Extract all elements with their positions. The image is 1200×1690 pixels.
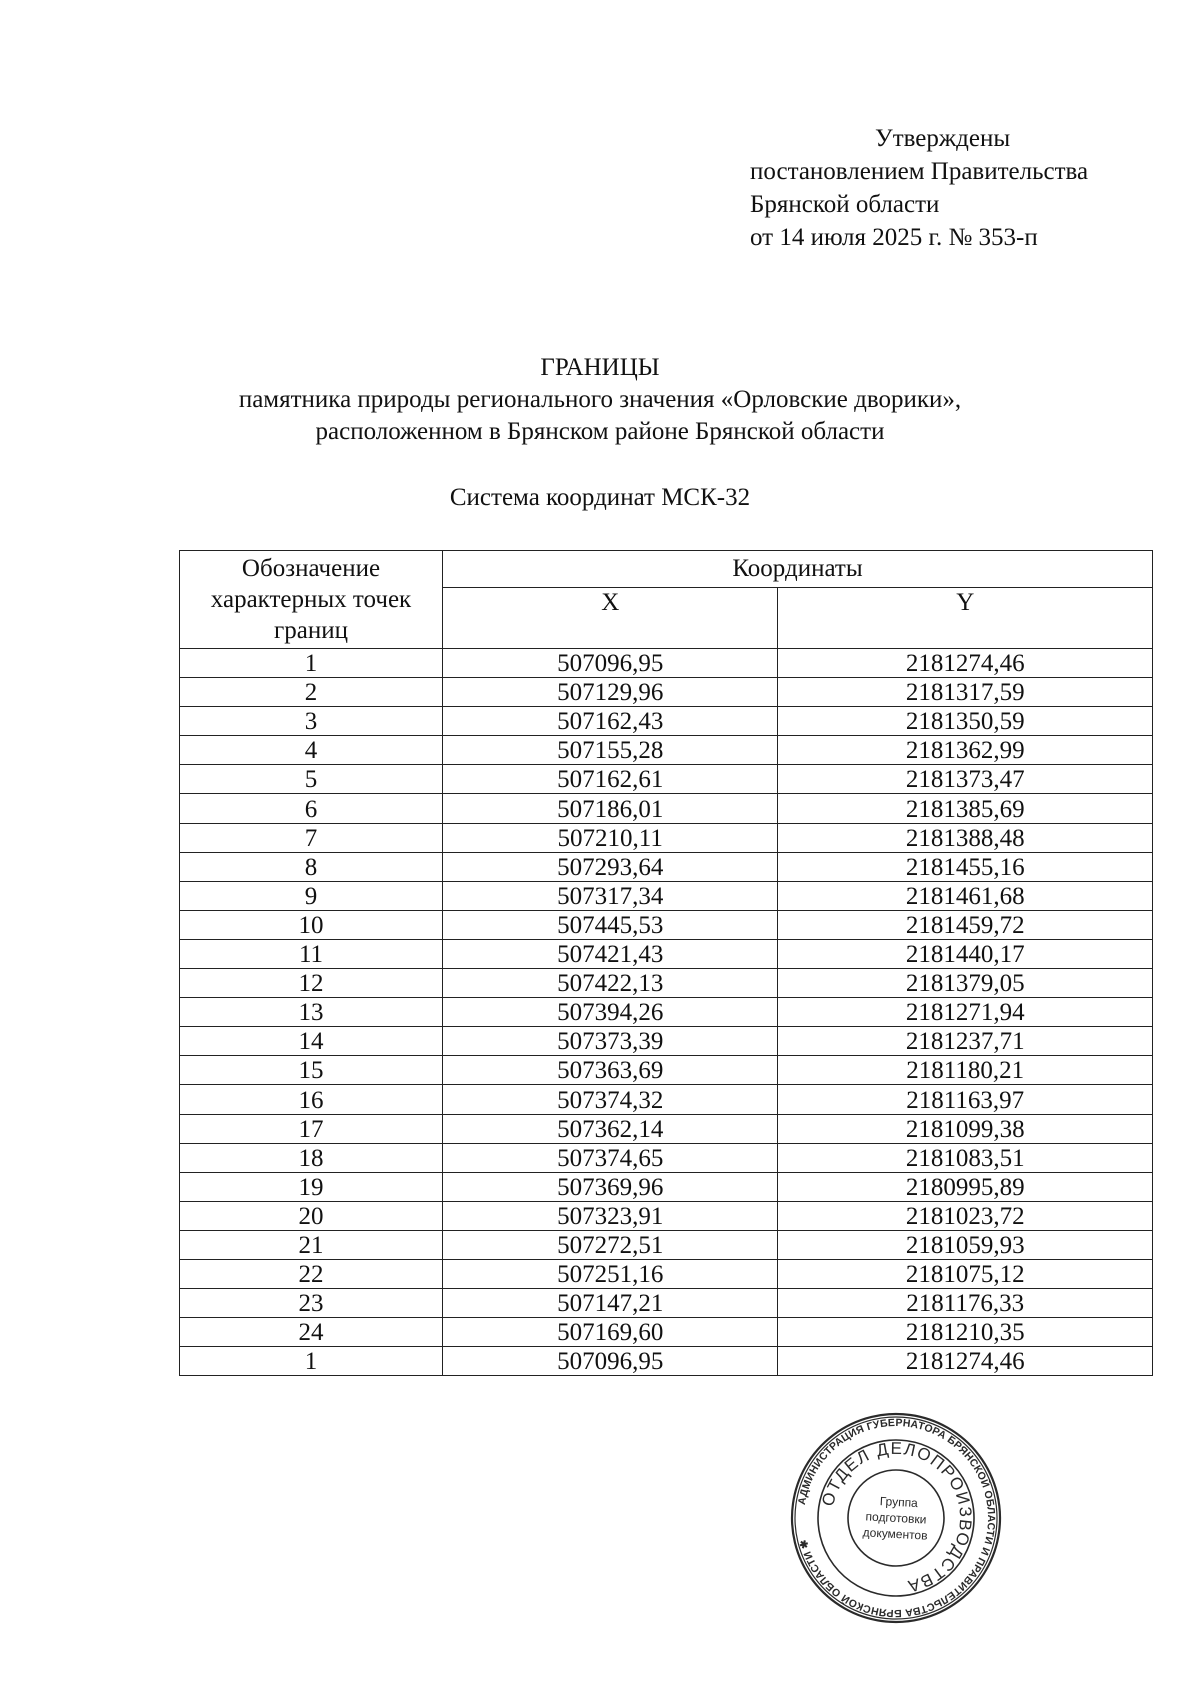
y-coordinate-cell: 2181099,38 (778, 1114, 1153, 1143)
x-coordinate-cell: 507362,14 (443, 1114, 778, 1143)
seal-center-line: подготовки (865, 1509, 927, 1527)
y-coordinate-cell: 2181059,93 (778, 1230, 1153, 1259)
y-coordinate-cell: 2181274,46 (778, 1347, 1153, 1376)
x-coordinate-cell: 507363,69 (443, 1056, 778, 1085)
y-coordinate-cell: 2181180,21 (778, 1056, 1153, 1085)
table-row (180, 1143, 1153, 1172)
table-row (180, 969, 1153, 998)
point-number-cell: 14 (180, 1027, 443, 1056)
document-title (0, 352, 1200, 448)
x-coordinate-cell: 507445,53 (443, 910, 778, 939)
table-row (180, 707, 1153, 736)
x-coordinate-cell: 507323,91 (443, 1201, 778, 1230)
point-number-cell: 1 (180, 649, 443, 678)
x-coordinate-cell: 507162,43 (443, 707, 778, 736)
point-number-cell: 4 (180, 736, 443, 765)
table-row (180, 1347, 1153, 1376)
header-coordinates: Координаты (443, 551, 1153, 588)
y-coordinate-cell: 2181350,59 (778, 707, 1153, 736)
table-row (180, 1085, 1153, 1114)
point-number-cell: 3 (180, 707, 443, 736)
table-body (180, 649, 1153, 1376)
point-number-cell: 24 (180, 1318, 443, 1347)
title-line: расположенном в Брянском районе Брянской области (315, 418, 885, 445)
coordinates-table (179, 550, 1153, 1376)
x-coordinate-cell: 507186,01 (443, 794, 778, 823)
y-coordinate-cell: 2181271,94 (778, 998, 1153, 1027)
y-coordinate-cell: 2181440,17 (778, 939, 1153, 968)
x-coordinate-cell: 507374,65 (443, 1143, 778, 1172)
table-row (180, 823, 1153, 852)
table-row (180, 1172, 1153, 1201)
y-coordinate-cell: 2181075,12 (778, 1259, 1153, 1288)
point-number-cell: 17 (180, 1114, 443, 1143)
x-coordinate-cell: 507317,34 (443, 881, 778, 910)
x-coordinate-cell: 507394,26 (443, 998, 778, 1027)
x-coordinate-cell: 507373,39 (443, 1027, 778, 1056)
x-coordinate-cell: 507169,60 (443, 1318, 778, 1347)
table-row (180, 881, 1153, 910)
y-coordinate-cell: 2181083,51 (778, 1143, 1153, 1172)
header-point-designation: Обозначение характерных точек границ (180, 551, 443, 649)
y-coordinate-cell: 2181317,59 (778, 678, 1153, 707)
y-coordinate-cell: 2181163,97 (778, 1085, 1153, 1114)
table-row (180, 1201, 1153, 1230)
table-row (180, 1289, 1153, 1318)
seal-center-line: документов (862, 1525, 928, 1543)
table-row (180, 736, 1153, 765)
table-row (180, 1259, 1153, 1288)
table-row (180, 1027, 1153, 1056)
point-number-cell: 19 (180, 1172, 443, 1201)
table-row (180, 1056, 1153, 1085)
x-coordinate-cell: 507374,32 (443, 1085, 778, 1114)
x-coordinate-cell: 507147,21 (443, 1289, 778, 1318)
x-coordinate-cell: 507096,95 (443, 1347, 778, 1376)
approval-date-number: от 14 июля 2025 г. № 353-п (750, 224, 1038, 251)
y-coordinate-cell: 2181176,33 (778, 1289, 1153, 1318)
y-coordinate-cell: 2181388,48 (778, 823, 1153, 852)
approval-line: Утверждены (875, 125, 1011, 152)
y-coordinate-cell: 2181455,16 (778, 852, 1153, 881)
point-number-cell: 23 (180, 1289, 443, 1318)
approval-line: Брянской области (750, 191, 940, 218)
header-y: Y (778, 588, 1153, 649)
title-line: памятника природы регионального значения «Орловские дворики», (238, 386, 962, 413)
y-coordinate-cell: 2181237,71 (778, 1027, 1153, 1056)
seal-outer-text: АДМИНИСТРАЦИЯ ГУБЕРНАТОРА БРЯНСКОЙ ОБЛАСТИ И ПРАВИТЕЛЬСТВА БРЯНСКОЙ ОБЛАСТИ ✱ (795, 1416, 998, 1620)
point-number-cell: 8 (180, 852, 443, 881)
table-row (180, 852, 1153, 881)
point-number-cell: 7 (180, 823, 443, 852)
official-seal (790, 1412, 1002, 1624)
table-row (180, 678, 1153, 707)
y-coordinate-cell: 2181379,05 (778, 969, 1153, 998)
point-number-cell: 15 (180, 1056, 443, 1085)
point-number-cell: 10 (180, 910, 443, 939)
point-number-cell: 12 (180, 969, 443, 998)
table-row (180, 910, 1153, 939)
table-row (180, 794, 1153, 823)
point-number-cell: 9 (180, 881, 443, 910)
y-coordinate-cell: 2181459,72 (778, 910, 1153, 939)
x-coordinate-cell: 507293,64 (443, 852, 778, 881)
point-number-cell: 16 (180, 1085, 443, 1114)
point-number-cell: 13 (180, 998, 443, 1027)
seal-middle-text: ОТДЕЛ ДЕЛОПРОИЗВОДСТВА (818, 1438, 976, 1597)
table-row (180, 939, 1153, 968)
point-number-cell: 20 (180, 1201, 443, 1230)
point-number-cell: 6 (180, 794, 443, 823)
x-coordinate-cell: 507129,96 (443, 678, 778, 707)
x-coordinate-cell: 507162,61 (443, 765, 778, 794)
y-coordinate-cell: 2181023,72 (778, 1201, 1153, 1230)
table-row (180, 998, 1153, 1027)
point-number-cell: 1 (180, 1347, 443, 1376)
x-coordinate-cell: 507251,16 (443, 1259, 778, 1288)
y-coordinate-cell: 2181362,99 (778, 736, 1153, 765)
x-coordinate-cell: 507369,96 (443, 1172, 778, 1201)
approval-block (750, 122, 1088, 254)
table-row (180, 1318, 1153, 1347)
seal-center-line: Группа (879, 1494, 919, 1511)
table-row (180, 649, 1153, 678)
x-coordinate-cell: 507096,95 (443, 649, 778, 678)
y-coordinate-cell: 2180995,89 (778, 1172, 1153, 1201)
x-coordinate-cell: 507272,51 (443, 1230, 778, 1259)
x-coordinate-cell: 507422,13 (443, 969, 778, 998)
y-coordinate-cell: 2181461,68 (778, 881, 1153, 910)
point-number-cell: 22 (180, 1259, 443, 1288)
y-coordinate-cell: 2181274,46 (778, 649, 1153, 678)
x-coordinate-cell: 507155,28 (443, 736, 778, 765)
y-coordinate-cell: 2181385,69 (778, 794, 1153, 823)
x-coordinate-cell: 507210,11 (443, 823, 778, 852)
point-number-cell: 11 (180, 939, 443, 968)
point-number-cell: 18 (180, 1143, 443, 1172)
point-number-cell: 5 (180, 765, 443, 794)
y-coordinate-cell: 2181210,35 (778, 1318, 1153, 1347)
table-row (180, 1114, 1153, 1143)
title-heading: ГРАНИЦЫ (540, 354, 660, 381)
y-coordinate-cell: 2181373,47 (778, 765, 1153, 794)
approval-line: постановлением Правительства (750, 158, 1089, 185)
table-row (180, 1230, 1153, 1259)
coordinate-system-label: Система координат МСК-32 (449, 484, 751, 511)
point-number-cell: 2 (180, 678, 443, 707)
x-coordinate-cell: 507421,43 (443, 939, 778, 968)
header-x: X (443, 588, 778, 649)
table-row (180, 765, 1153, 794)
point-number-cell: 21 (180, 1230, 443, 1259)
